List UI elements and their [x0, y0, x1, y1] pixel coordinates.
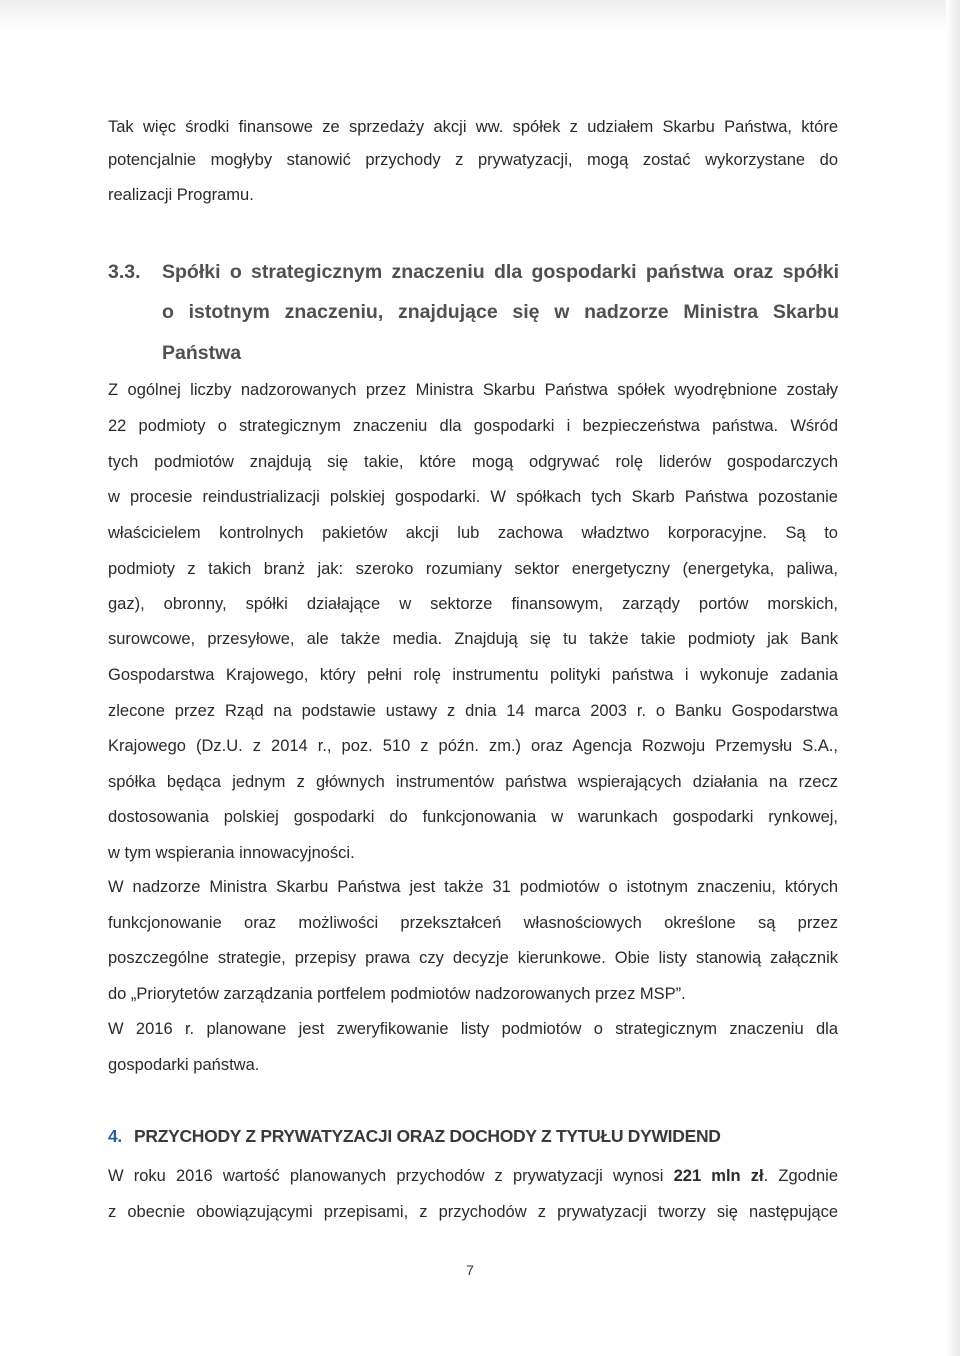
- body-line: surowcowe, przesyłowe, ale także media. Znajdują się tu także takie podmioty jak Bank: [108, 630, 838, 648]
- body-line: zlecone przez Rząd na podstawie ustawy z dnia 14 marca 2003 r. o Banku Gospodarstwa: [108, 702, 838, 720]
- section-4-number: 4.: [108, 1126, 122, 1146]
- body-line: Z ogólnej liczby nadzorowanych przez Ministra Skarbu Państwa spółek wyodrębnione zostały: [108, 381, 838, 399]
- body-line: spółka będąca jednym z głównych instrumentów państwa wspierających działania na rzecz: [108, 773, 838, 791]
- section-4-title: PRZYCHODY Z PRYWATYZACJI ORAZ DOCHODY Z TYTUŁU DYWIDEND: [134, 1126, 721, 1146]
- body-line: do „Priorytetów zarządzania portfelem podmiotów nadzorowanych przez MSP”.: [108, 985, 686, 1003]
- section-4-line-2: z obecnie obowiązującymi przepisami, z przychodów z prywatyzacji tworzy się następujące: [108, 1203, 838, 1221]
- intro-line-1: Tak więc środki finansowe ze sprzedaży akcji ww. spółek z udziałem Skarbu Państwa, które: [108, 118, 838, 136]
- body-line: funkcjonowanie oraz możliwości przekształceń własnościowych określone są przez: [108, 914, 838, 932]
- section-3-3-number: 3.3.: [108, 261, 141, 283]
- body-line: poszczególne strategie, przepisy prawa czy decyzje kierunkowe. Obie listy stanowią załącznik: [108, 949, 838, 967]
- section-4-line-1: [108, 1166, 838, 1186]
- section-3-3-title-line-1: Spółki o strategicznym znaczeniu dla gospodarki państwa oraz spółki: [162, 261, 839, 283]
- body-line: gospodarki państwa.: [108, 1056, 260, 1074]
- body-line: Gospodarstwa Krajowego, który pełni rolę instrumentu polityki państwa i wykonuje zadania: [108, 666, 838, 684]
- scan-shadow-right: [946, 0, 960, 1356]
- section-4-heading: [108, 1126, 721, 1147]
- body-line: właścicielem kontrolnych pakietów akcji lub zachowa władztwo korporacyjne. Są to: [108, 524, 838, 542]
- intro-line-2: potencjalnie mogłyby stanowić przychody z prywatyzacji, mogą zostać wykorzystane do: [108, 151, 838, 169]
- body-line: dostosowania polskiej gospodarki do funkcjonowania w warunkach gospodarki rynkowej,: [108, 808, 838, 826]
- intro-line-3: realizacji Programu.: [108, 186, 254, 204]
- body-line: 22 podmioty o strategicznym znaczeniu dla gospodarki i bezpieczeństwa państwa. Wśród: [108, 417, 838, 435]
- body-line: w procesie reindustrializacji polskiej gospodarki. W spółkach tych Skarb Państwa pozostanie: [108, 488, 838, 506]
- privatization-amount: 221 mln zł: [673, 1167, 764, 1185]
- body-line: w tym wspierania innowacyjności.: [108, 844, 355, 862]
- body-line: tych podmiotów znajdują się takie, które mogą odgrywać rolę liderów gospodarczych: [108, 453, 838, 471]
- body-line: gaz), obronny, spółki działające w sektorze finansowym, zarządy portów morskich,: [108, 595, 838, 613]
- section-4-line-1-text: W roku 2016 wartość planowanych przychodów z prywatyzacji wynosi: [108, 1167, 674, 1185]
- body-line: Krajowego (Dz.U. z 2014 r., poz. 510 z późn. zm.) oraz Agencja Rozwoju Przemysłu S.A.,: [108, 737, 838, 755]
- body-line: W 2016 r. planowane jest zweryfikowanie listy podmiotów o strategicznym znaczeniu dla: [108, 1020, 838, 1038]
- section-3-3-title-line-2: o istotnym znaczeniu, znajdujące się w nadzorze Ministra Skarbu: [162, 301, 839, 323]
- body-line: podmioty z takich branż jak: szeroko rozumiany sektor energetyczny (energetyka, paliwa,: [108, 560, 838, 578]
- page-number: 7: [466, 1262, 474, 1278]
- section-3-3-title-line-3: Państwa: [162, 342, 242, 364]
- section-4-line-1-end: . Zgodnie: [763, 1167, 838, 1185]
- body-line: W nadzorze Ministra Skarbu Państwa jest także 31 podmiotów o istotnym znaczeniu, których: [108, 878, 838, 896]
- scan-shadow-top: [0, 0, 960, 30]
